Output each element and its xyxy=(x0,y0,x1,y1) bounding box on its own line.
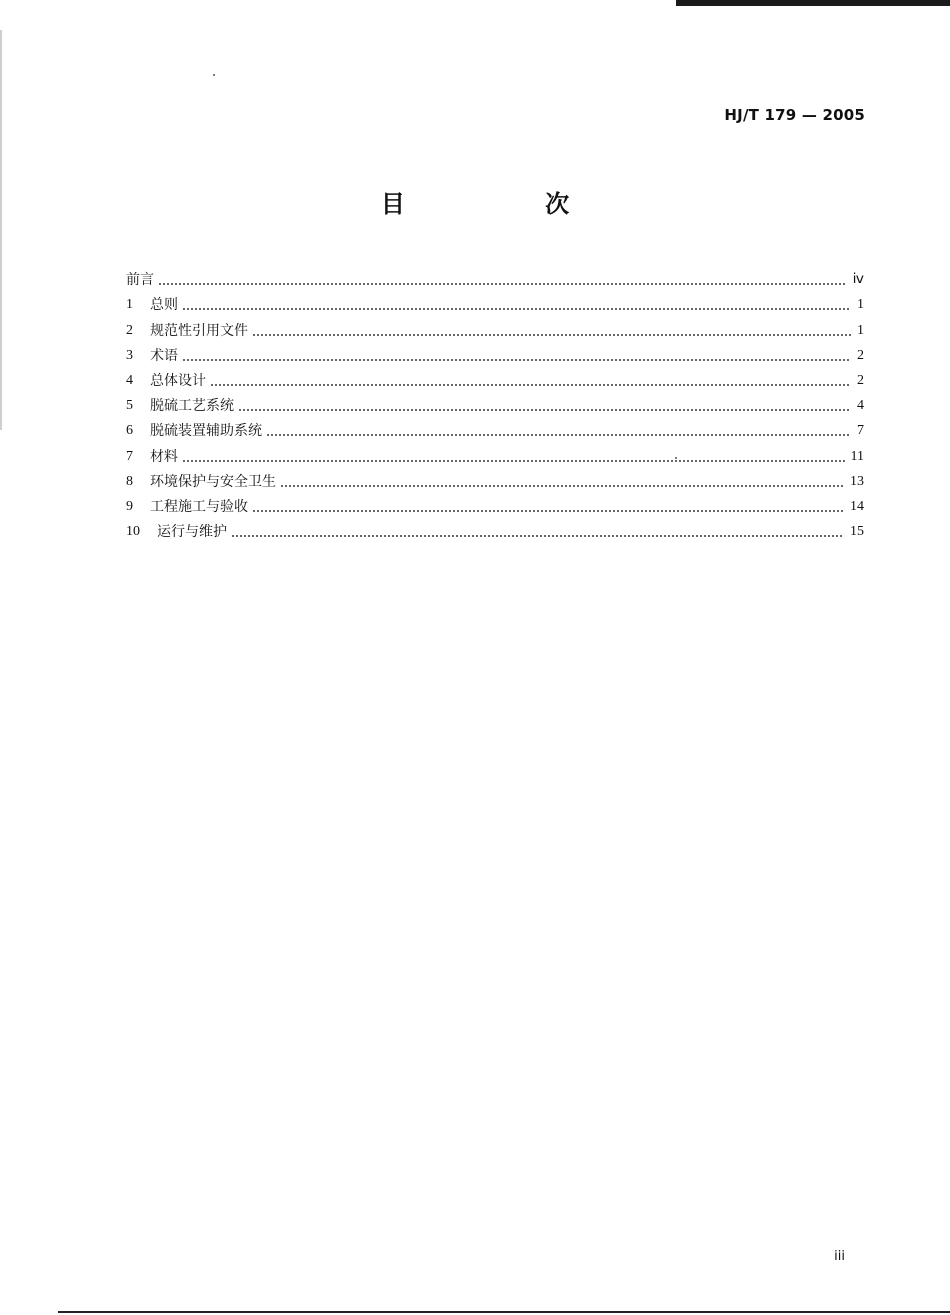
toc-entry-label: 环境保护与安全卫生 xyxy=(150,473,276,490)
toc-entry-page: 15 xyxy=(850,524,864,540)
toc-dot-leader xyxy=(182,308,851,310)
toc-entry[interactable] xyxy=(126,516,864,541)
toc-entry-page: 11 xyxy=(850,448,864,464)
scan-left-edge xyxy=(0,30,2,430)
scan-speck xyxy=(213,74,215,76)
toc-entry[interactable] xyxy=(126,415,864,440)
toc-dot-leader xyxy=(252,334,851,336)
toc-entry-number: 10 xyxy=(126,524,140,540)
top-border-rule xyxy=(676,0,950,6)
toc-dot-leader xyxy=(252,510,844,512)
table-of-contents xyxy=(126,264,864,541)
toc-entry-page: 2 xyxy=(857,372,864,388)
toc-entry-number: 9 xyxy=(126,498,133,514)
toc-entry[interactable] xyxy=(126,365,864,390)
toc-entry-number: 2 xyxy=(126,322,133,338)
toc-entry[interactable] xyxy=(126,390,864,415)
page-number: iii xyxy=(834,1249,845,1264)
toc-entry[interactable] xyxy=(126,264,864,289)
bottom-border-rule xyxy=(58,1311,950,1313)
toc-entry-number: 6 xyxy=(126,423,133,439)
toc-entry-number: 1 xyxy=(126,297,133,313)
toc-entry[interactable] xyxy=(126,491,864,516)
toc-dot-leader xyxy=(280,485,844,487)
toc-entry-page: 14 xyxy=(850,498,864,514)
toc-entry[interactable] xyxy=(126,466,864,491)
toc-dot-leader xyxy=(182,460,845,462)
toc-entry[interactable] xyxy=(126,440,864,465)
toc-entry-number: 5 xyxy=(126,398,133,414)
toc-entry[interactable] xyxy=(126,314,864,339)
toc-entry-number: 8 xyxy=(126,473,133,489)
toc-entry-page: 4 xyxy=(857,398,864,414)
toc-entry-page: 2 xyxy=(857,347,864,363)
page-title: 目 次 xyxy=(380,190,636,218)
toc-entry-page: 7 xyxy=(857,423,864,439)
toc-entry-page: 1 xyxy=(857,297,864,313)
toc-entry-label: 脱硫装置辅助系统 xyxy=(150,423,262,440)
toc-entry-label: 材料 xyxy=(150,448,178,465)
toc-entry-number: 7 xyxy=(126,448,133,464)
toc-entry-label: 规范性引用文件 xyxy=(150,322,248,339)
toc-dot-leader xyxy=(158,283,847,285)
toc-entry-label: 前言 xyxy=(126,272,154,289)
toc-entry-label: 术语 xyxy=(150,347,178,364)
toc-entry-label: 工程施工与验收 xyxy=(150,498,248,515)
toc-dot-leader xyxy=(182,359,851,361)
toc-entry-label: 总体设计 xyxy=(150,372,206,389)
toc-entry-number: 4 xyxy=(126,372,133,388)
toc-dot-leader xyxy=(266,434,851,436)
toc-entry-label: 脱硫工艺系统 xyxy=(150,398,234,415)
toc-dot-leader xyxy=(231,535,844,537)
toc-entry-page: 13 xyxy=(850,473,864,489)
toc-entry[interactable] xyxy=(126,289,864,314)
toc-entry-number: 3 xyxy=(126,347,133,363)
document-code: HJ/T 179 — 2005 xyxy=(724,106,865,124)
toc-entry-label: 总则 xyxy=(150,297,178,314)
toc-entry-page: ⅳ xyxy=(852,272,864,288)
toc-entry-label: 运行与维护 xyxy=(157,524,227,541)
toc-entry-page: 1 xyxy=(857,322,864,338)
toc-dot-leader xyxy=(238,409,851,411)
toc-dot-leader xyxy=(210,384,851,386)
toc-entry[interactable] xyxy=(126,340,864,365)
